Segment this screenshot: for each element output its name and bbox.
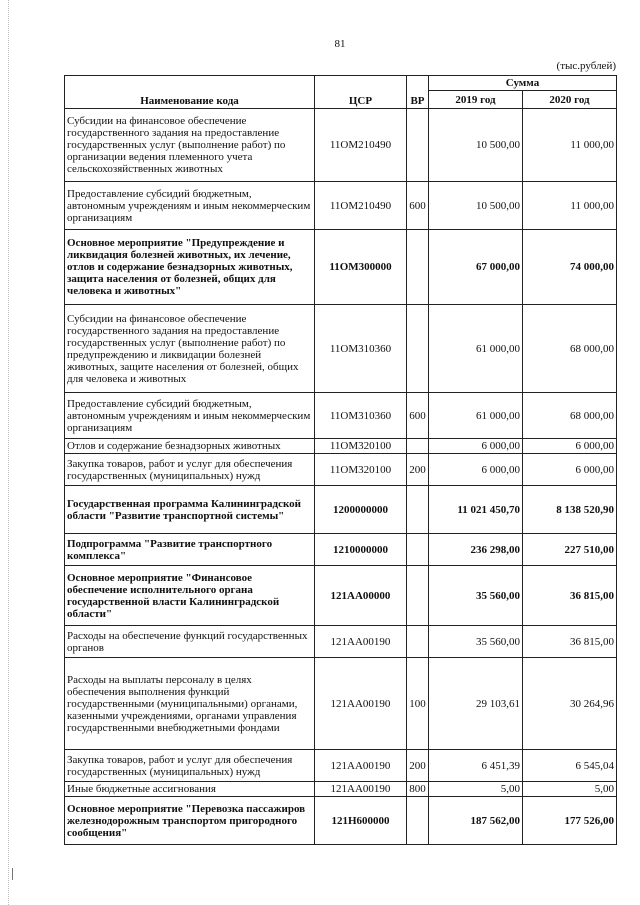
row-name: Основное мероприятие "Финансовое обеспечение исполнительного органа государственной власти Калининградской области"	[65, 566, 315, 626]
row-sum-2020: 6 000,00	[523, 454, 617, 486]
table-row	[65, 566, 617, 626]
row-sum-2019: 61 000,00	[429, 305, 523, 393]
row-csr: 1200000000	[315, 486, 407, 534]
row-csr: 121АА00000	[315, 566, 407, 626]
row-sum-2019: 61 000,00	[429, 393, 523, 439]
row-sum-2020: 36 815,00	[523, 626, 617, 658]
budget-table	[64, 75, 617, 845]
header-name: Наименование кода	[65, 76, 315, 109]
row-csr: 121АА00190	[315, 750, 407, 782]
row-sum-2019: 6 000,00	[429, 454, 523, 486]
table-row	[65, 393, 617, 439]
row-name: Основное мероприятие "Перевозка пассажиров железнодорожным транспортом пригородного сообщения"	[65, 797, 315, 845]
row-csr: 121АА00190	[315, 626, 407, 658]
row-sum-2020: 11 000,00	[523, 182, 617, 230]
row-sum-2019: 11 021 450,70	[429, 486, 523, 534]
row-sum-2019: 187 562,00	[429, 797, 523, 845]
row-csr: 11ОМ300000	[315, 230, 407, 305]
row-sum-2020: 68 000,00	[523, 305, 617, 393]
row-sum-2020: 36 815,00	[523, 566, 617, 626]
table-row	[65, 230, 617, 305]
row-sum-2019: 236 298,00	[429, 534, 523, 566]
row-name: Закупка товаров, работ и услуг для обеспечения государственных (муниципальных) нужд	[65, 454, 315, 486]
row-csr: 121Н600000	[315, 797, 407, 845]
row-vr	[407, 230, 429, 305]
table-row	[65, 439, 617, 454]
row-name: Закупка товаров, работ и услуг для обеспечения государственных (муниципальных) нужд	[65, 750, 315, 782]
row-csr: 11ОМ320100	[315, 439, 407, 454]
row-csr: 11ОМ210490	[315, 182, 407, 230]
units-label: (тыс.рублей)	[556, 60, 616, 72]
row-sum-2020: 30 264,96	[523, 658, 617, 750]
row-vr	[407, 109, 429, 182]
table-row	[65, 109, 617, 182]
row-name: Подпрограмма "Развитие транспортного комплекса"	[65, 534, 315, 566]
row-sum-2019: 5,00	[429, 782, 523, 797]
row-name: Расходы на выплаты персоналу в целях обеспечения выполнения функций государственными (муниципальными) органами, казенными учреждениями, органами управления государственными внебюджетными фондами	[65, 658, 315, 750]
row-sum-2019: 35 560,00	[429, 566, 523, 626]
row-sum-2019: 29 103,61	[429, 658, 523, 750]
table-row	[65, 750, 617, 782]
row-sum-2020: 177 526,00	[523, 797, 617, 845]
row-vr	[407, 486, 429, 534]
row-vr: 200	[407, 750, 429, 782]
row-vr	[407, 439, 429, 454]
row-sum-2020: 6 000,00	[523, 439, 617, 454]
row-sum-2020: 5,00	[523, 782, 617, 797]
header-year-2019: 2019 год	[429, 91, 523, 109]
row-vr	[407, 566, 429, 626]
row-name: Отлов и содержание безнадзорных животных	[65, 439, 315, 454]
row-csr: 121АА00190	[315, 658, 407, 750]
table-row	[65, 486, 617, 534]
row-vr	[407, 626, 429, 658]
header-sum: Сумма	[429, 76, 617, 91]
row-sum-2019: 35 560,00	[429, 626, 523, 658]
row-csr: 11ОМ310360	[315, 393, 407, 439]
row-name: Предоставление субсидий бюджетным, автономным учреждениям и иным некоммерческим организациям	[65, 393, 315, 439]
header-year-2020: 2020 год	[523, 91, 617, 109]
row-sum-2019: 10 500,00	[429, 109, 523, 182]
row-vr: 800	[407, 782, 429, 797]
table-row	[65, 305, 617, 393]
row-name: Основное мероприятие "Предупреждение и ликвидация болезней животных, их лечение, отлов и содержание безнадзорных животных, защита населения от болезней, общих для человека и животных"	[65, 230, 315, 305]
row-vr: 600	[407, 182, 429, 230]
row-vr	[407, 534, 429, 566]
row-name: Расходы на обеспечение функций государственных органов	[65, 626, 315, 658]
row-sum-2020: 68 000,00	[523, 393, 617, 439]
row-sum-2019: 67 000,00	[429, 230, 523, 305]
row-csr: 121АА00190	[315, 782, 407, 797]
page-margin-mark	[12, 868, 13, 880]
row-name: Субсидии на финансовое обеспечение государственного задания на предоставление государственных услуг (выполнение работ) по организации ведения племенного учета сельскохозяйственных животных	[65, 109, 315, 182]
row-csr: 11ОМ310360	[315, 305, 407, 393]
table-row	[65, 534, 617, 566]
table-row	[65, 182, 617, 230]
table-row	[65, 454, 617, 486]
row-sum-2020: 6 545,04	[523, 750, 617, 782]
header-vr: ВР	[407, 76, 429, 109]
row-sum-2019: 10 500,00	[429, 182, 523, 230]
row-vr: 100	[407, 658, 429, 750]
row-name: Предоставление субсидий бюджетным, автономным учреждениям и иным некоммерческим организациям	[65, 182, 315, 230]
row-vr: 200	[407, 454, 429, 486]
row-name: Государственная программа Калининградской области "Развитие транспортной системы"	[65, 486, 315, 534]
page-number: 81	[334, 38, 346, 50]
row-sum-2020: 227 510,00	[523, 534, 617, 566]
row-name: Субсидии на финансовое обеспечение государственного задания на предоставление государственных услуг (выполнение работ) по предупреждению и ликвидации болезней животных, защите населения от болезней, общих для человека и животных	[65, 305, 315, 393]
table-body	[65, 109, 617, 845]
table-row	[65, 782, 617, 797]
row-name: Иные бюджетные ассигнования	[65, 782, 315, 797]
row-sum-2020: 74 000,00	[523, 230, 617, 305]
row-vr	[407, 797, 429, 845]
row-sum-2019: 6 451,39	[429, 750, 523, 782]
page-margin-line	[8, 0, 9, 905]
row-vr: 600	[407, 393, 429, 439]
table-row	[65, 626, 617, 658]
row-sum-2020: 8 138 520,90	[523, 486, 617, 534]
table-row	[65, 658, 617, 750]
row-sum-2020: 11 000,00	[523, 109, 617, 182]
row-vr	[407, 305, 429, 393]
row-csr: 11ОМ210490	[315, 109, 407, 182]
row-csr: 11ОМ320100	[315, 454, 407, 486]
header-csr: ЦСР	[315, 76, 407, 109]
table-row	[65, 797, 617, 845]
row-sum-2019: 6 000,00	[429, 439, 523, 454]
row-csr: 1210000000	[315, 534, 407, 566]
